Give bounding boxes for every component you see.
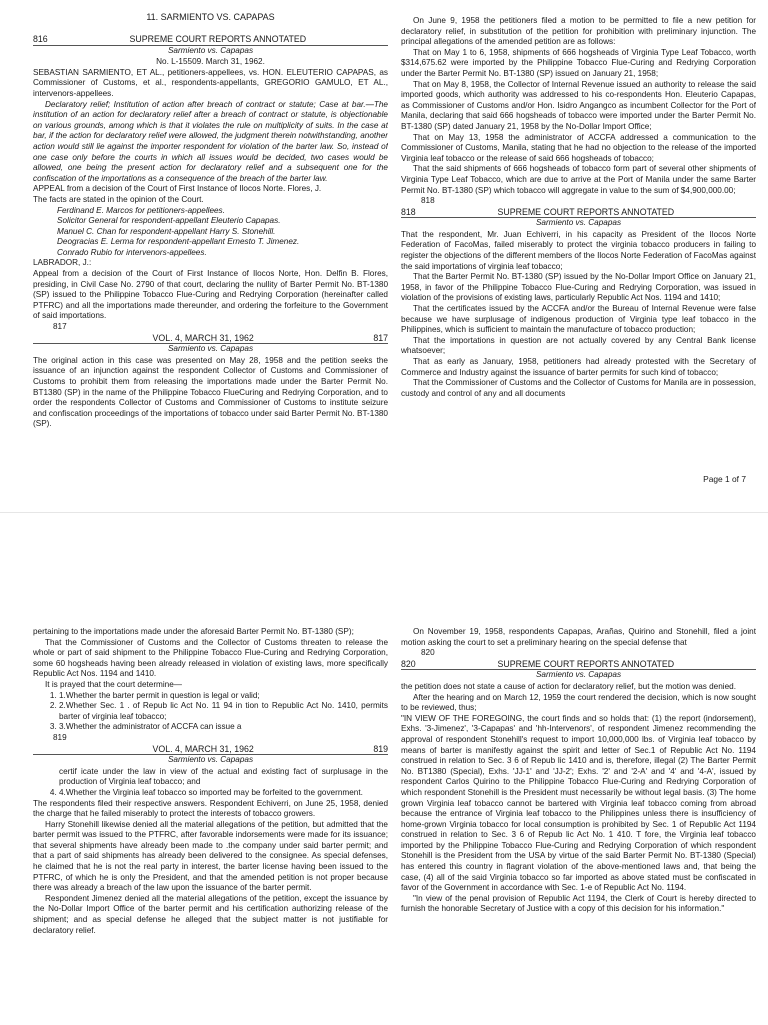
running-head-816 bbox=[33, 34, 388, 45]
bottom-left-column bbox=[33, 627, 388, 1021]
running-head-818 bbox=[401, 207, 756, 218]
list-item: 1. 1.Whether the barter permit in question is legal or valid; bbox=[59, 691, 388, 702]
bottom-sheet bbox=[0, 512, 768, 1025]
body-paragraph: Respondent Jimenez denied all the material allegations of the petition, except the issuance by the No-Dollar Import Office of the barter permit and his certification authorizing release of the shipment; and as special defense he alleged that the subject matter is not justifiable for declaratory relief. bbox=[33, 893, 388, 935]
prayer-intro: It is prayed that the court determine— bbox=[45, 679, 182, 689]
running-head-title: SUPREME COURT REPORTS ANNOTATED bbox=[497, 206, 675, 217]
counsel-line: Manuel C. Chan for respondent-appellant Harry S. Stonehill. bbox=[57, 226, 276, 236]
body-paragraph: That on May 1 to 6, 1958, shipments of 666 hogsheads of Virginia Type Leaf Tobacco, worth $314,675.62 were imported by the Philippine Tobacco Flue-Curing and Redrying Corporation under the Barter Permit No. BT-1380 (SP) issued on January 21, 1958; bbox=[401, 47, 756, 78]
body-paragraph: That the importations in question are not actually covered by any Central Bank license whatsoever; bbox=[401, 335, 756, 356]
counsel-line: Ferdinand E. Marcos for petitioners-appellees. bbox=[57, 205, 225, 215]
running-head-vol: VOL. 4, MARCH 31, 1962 bbox=[152, 332, 254, 343]
list-item-continued: certif icate under the law in view of the actual and existing fact of surplusage in the production of Virginia leaf tobacco; and bbox=[59, 766, 388, 787]
running-subhead: Sarmiento vs. Capapas bbox=[401, 217, 756, 229]
page-number-816: 816 bbox=[33, 34, 48, 44]
case-parties: SEBASTIAN SARMIENTO, ET AL., petitioners-appellees, vs. HON. ELEUTERIO CAPAPAS, as Commissioner of Customs, et al., respondents-appellants, GREGORIO GAMULO, ET AL., intervenors-appellees. bbox=[33, 67, 388, 98]
page-marker-820: 820 bbox=[421, 648, 435, 658]
body-paragraph: On June 9, 1958 the petitioners filed a motion to be permitted to file a new petition for declaratory relief, in substitution of the petition for prohibition with preliminary injunction. The principal allegations of the amended petition are as follows: bbox=[401, 16, 756, 47]
body-paragraph: That the certificates issued by the ACCFA and/or the Bureau of Internal Revenue were false because we have surplusage of indigenous production of Virginia type leaf tobacco in the Philippines, which is sufficient to maintain the manufacture of tobacco production; bbox=[401, 304, 756, 335]
top-sheet bbox=[0, 0, 768, 512]
top-right-column bbox=[401, 16, 756, 510]
running-subhead: Sarmiento vs. Capapas bbox=[33, 45, 388, 57]
body-paragraph: The respondents filed their respective answers. Respondent Echiverri, on June 25, 1958, denied the charge that he failed miserably to protect the interests of tobacco growers. bbox=[33, 798, 388, 819]
running-head-title: SUPREME COURT REPORTS ANNOTATED bbox=[129, 34, 307, 44]
bottom-right-column bbox=[401, 627, 756, 1021]
page-number-819: 819 bbox=[373, 743, 388, 754]
list-item: 2. 2.Whether Sec. 1 . of Repub lic Act No. 11 94 in tion to Republic Act No. 1410, permits barter of virginia leaf tobacco; bbox=[59, 701, 388, 722]
counsel-line: Deogracias E. Lerma for respondent-appellant Ernesto T. Jimenez. bbox=[57, 237, 300, 247]
counsel-line: Solicitor General for respondent-appellant Eleuterio Capapas. bbox=[57, 216, 281, 226]
body-paragraph: That the Commissioner of Customs and the Collector of Customs threaten to release the whole or part of said shipment to the Philippine Tobacco Flue-Curing and Redrying Corporation, some 60 hogsheads having been already released in violation of existing laws, more specifically Republic Act Nos. 1194 and 1410. bbox=[33, 637, 388, 679]
running-head-title: SUPREME COURT REPORTS ANNOTATED bbox=[497, 658, 675, 669]
running-subhead: Sarmiento vs. Capapas bbox=[401, 669, 756, 681]
case-number: No. L-15509. March 31, 1962. bbox=[156, 57, 265, 67]
body-paragraph: That the respondent, Mr. Juan Echiverri, in his capacity as President of the Ilocos Norte Federation of FacoMas, failed miserably to protect the virginia tobacco producers in failing to register the objections of the different members of the Ilocos Norte Federation of FacoMas against the said importations of virginia leaf tobacco; bbox=[401, 229, 756, 271]
page-number-820: 820 bbox=[401, 658, 416, 669]
document-title: 11. SARMIENTO VS. CAPAPAS bbox=[146, 12, 275, 22]
syllabus: Declaratory relief; Institution of action after breach of contract or statute; Case at bar.—The institution of an action for declaratory relief after a breach of contract or statute, is objectionable on various grounds, among which is that it violates the rule on multiplicity of suits. In the case at bar, if the action for declaratory relief were allowed, the judgment therein notwithstanding, another action would still lie against the importer respondent for violation of the barter law. So, instead of one case only before the courts in which all issues would be decided, two cases would be allowed, one being the present action for declaratory relief and a subsequent one for the confiscation of the importations as a consequence of the breach of the barter law. bbox=[33, 99, 388, 183]
body-paragraph: That on May 8, 1958, the Collector of Internal Revenue issued an authority to release the said imported goods, which authority was addressed to his co-respondents Hon. Eleuterio Capapas, as Commissioner of Customs and/or Hon. Isidro Angangco as incumbent Collector for the Port of Manila, declaring that said 666 hogsheads of tobacco were imported under the Barter Permit No. BT-1380 (SP) dated January 21, 1958 by the No-Dollar Import Office; bbox=[401, 79, 756, 131]
decision-quote: "In view of the penal provision of Republic Act 1194, the Clerk of Court is hereby directed to furnish the honorable Secretary of Justice with a copy of this decision for his information." bbox=[401, 893, 756, 914]
facts-line: The facts are stated in the opinion of the Court. bbox=[33, 194, 204, 204]
ponente: LABRADOR, J.: bbox=[33, 258, 92, 268]
page-number-818: 818 bbox=[401, 206, 416, 217]
page-indicator: Page 1 of 7 bbox=[703, 474, 746, 484]
page-marker-817: 817 bbox=[53, 322, 67, 332]
page-number-817: 817 bbox=[373, 332, 388, 343]
body-paragraph: the petition does not state a cause of action for declaratory relief, but the motion was denied. bbox=[401, 681, 736, 691]
prayer-list bbox=[33, 691, 388, 733]
running-head-817 bbox=[33, 333, 388, 344]
body-paragraph: pertaining to the importations made under the aforesaid Barter Permit No. BT-1380 (SP); bbox=[33, 627, 354, 636]
page-marker-819: 819 bbox=[53, 732, 67, 742]
running-head-819 bbox=[33, 744, 388, 755]
page-marker-818: 818 bbox=[421, 196, 435, 206]
body-paragraph: The original action in this case was presented on May 28, 1958 and the petition seeks the issuance of an injunction against the respondent Collector of Customs and Commissioner of Customs to prohibit them from releasing the importations made under the Barter Permit No. BT1380 (SP) in the name of the Philippine Tobacco FlueCuring and Redrying Corporation, and to order the respondents Collector of Customs and Commissioner of Customs to institute seizure and confiscation proceedings of the importations of tobacco under said Barter Permit No. BT-1380 (SP). bbox=[33, 355, 388, 429]
body-paragraph: That as early as January, 1958, petitioners had already protested with the Secretary of Commerce and Industry against the issuance of barter permits for such kind of tobacco; bbox=[401, 357, 756, 377]
appeal-line: APPEAL from a decision of the Court of First Instance of Ilocos Norte. Flores, J. bbox=[33, 184, 322, 194]
running-head-820 bbox=[401, 659, 756, 670]
body-paragraph: Appeal from a decision of the Court of First Instance of Ilocos Norte, Hon. Delfin B. Flores, presiding, in Civil Case No. 2790 of that court, declaring the nullity of Barter Permit No. BT-1380 (SP) issued to the Philippine Tobacco Flue-Curing and Redrying Corporation (hereinafter called PTFRC) and all the importations made thereunder, and ordering the forfeiture to the Government of said importations. bbox=[33, 269, 388, 321]
running-subhead: Sarmiento vs. Capapas bbox=[33, 343, 388, 355]
running-head-vol: VOL. 4, MARCH 31, 1962 bbox=[152, 743, 254, 754]
counsel-line: Conrado Rubio for intervenors-appellees. bbox=[57, 247, 207, 257]
list-item: 4. 4.Whether the Virginia leaf tobacco so imported may be forfeited to the government. bbox=[59, 788, 388, 799]
body-paragraph: That the said shipments of 666 hogsheads of tobacco form part of several other shipments of Virginia Type Leaf Tobacco, which are due to arrive at the Port of Manila under the same Barter Permit No. BT-1380 (SP) which tobacco will aggregate in value to the sum of $4,900,000.00; bbox=[401, 164, 756, 195]
body-paragraph: That the Commissioner of Customs and the Collector of Customs for Manila are in possession, custody and control of any and all documents bbox=[401, 378, 756, 398]
body-paragraph: After the hearing and on March 12, 1959 the court rendered the decision, which is now sought to be reviewed, thus; bbox=[401, 692, 756, 713]
body-paragraph: That on May 13, 1958 the administrator of ACCFA addressed a communication to the Commissioner of Customs, Manila, stating that he had no objection to the release of the imported Virginia leaf tobacco or the release of said 666 hogsheads of tobacco; bbox=[401, 132, 756, 163]
top-left-column bbox=[33, 34, 388, 510]
list-item: 3. 3.Whether the administrator of ACCFA can issue a bbox=[59, 722, 388, 733]
body-paragraph: Harry Stonehill likewise denied all the material allegations of the petition, but admitted that the barter permit was issued to the PTFRC, after favorable indorsements were made for its issuance; that several shipments have already been made to .the company under said barter permit; and that a part of said shipments has already been delivered to the consignee. As special defenses, he claimed that he is not the real party in interest, the barter license having been issued to the PTFRC, of which he is only the President, and that the amended petition is not proper because there was already a breach of the law upon the issuance of the barter permit. bbox=[33, 819, 388, 893]
body-paragraph: That the Barter Permit No. BT-1380 (SP) issued by the No-Dollar Import Office on January 21, 1958, in favor of the Philippine Tobacco Flue-Curing and Redrying Corporation, was issued in violation of the provisions of existing laws, particularly Republic Act Nos. 1194 and 1410; bbox=[401, 272, 756, 303]
decision-quote: "IN VIEW OF THE FOREGOING, the court finds and so holds that: (1) the report (indorsement), Exhs. '3-Jimenez', '3-Capapas' and 'hh-Intervenors', of respondent Jimenez recommending the approval of respondent Stonehill's request to import 10,000,000 lbs. of Virginia leaf tobacco by means of barter is manifestly against the spirit and letter of Sec.1 of Republic Act No. 1194 construed in relation to Sec. 3 6 of Repub lic 1410 and is, therefore, illegal (2) The Barter Permit No. BT1380 (Special), Exhs. 'JJ-1' and 'JJ-2'; Exhs. '2' and '2-A' and '4' and '4-A', issued by respondent Carlos Quirino to the Philippine Tobacco Flue-Curing and Redrying Corporation of which respondent Stonehill is the President must necessarily be without legal basis. (3) The home grown Virginia leaf tobacco cannot be bartered with Virginia leaf tobacco coming from abroad because the entrance of Virginia leaf tobacco to the Philippines unless there is insufficiency of home-grown Virginia tobacco for local consumption is prohibited by Sec. 1 of Republic Act 1194 construed in relation to Sec. 3 6 of Repub lic Act No. 1 410. T fore, the Virginia leaf tobacco imported by the Philippine Tobacco Flue-Curing and Redrying Corporation of which respondent Stonehill is the President from the USA by virtue of the said Barter Permit No. BT-1380 (Special) has entered this country in flagrant violation of the above-mentioned laws and, that being the case, (4) all of the said Virginia tobacco so far imported as above stated must be confiscated in favor of the Government in accordance with Sec. 1-e of Republic Act No. 1194. bbox=[401, 713, 756, 893]
running-subhead: Sarmiento vs. Capapas bbox=[33, 754, 388, 766]
prayer-list-continued bbox=[33, 788, 388, 799]
body-paragraph: On November 19, 1958, respondents Capapas, Arañas, Quirino and Stonehill, filed a joint motion asking the court to set a preliminary hearing on the special defense that bbox=[401, 627, 756, 647]
